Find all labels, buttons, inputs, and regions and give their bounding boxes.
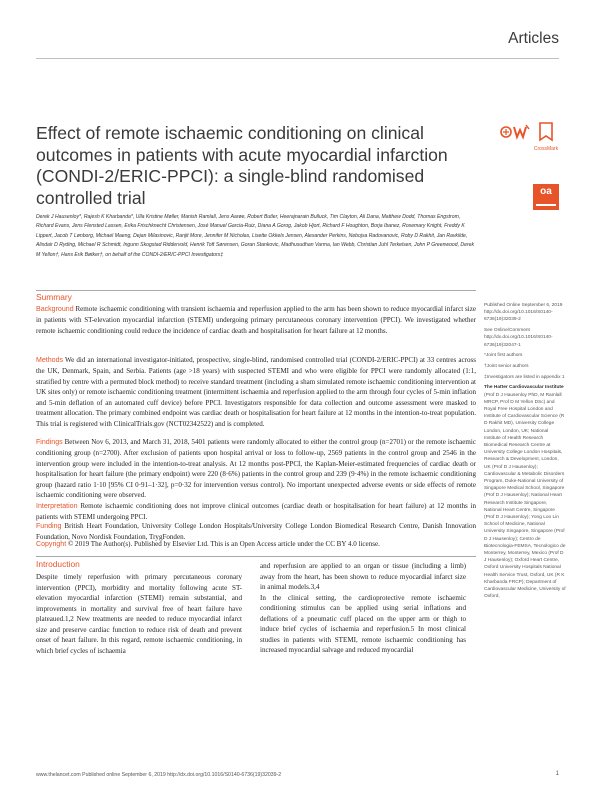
methods-label: Methods: [36, 357, 64, 364]
oa-label: oa: [540, 186, 552, 197]
joint-first-note: *Joint first authors: [484, 353, 523, 359]
page-number: 1: [555, 771, 559, 777]
tools-icons: [500, 120, 560, 160]
introduction-right-column: and reperfusion are applied to an organ or tissue (including a limb) away from the heart, has been shown to reduce myocardial infarct size in animal models.3,4 In the clinical setting, the cardioprotective remote ischaemic conditioning stimulus can be applied using serial inflations and deflations of a pneumatic cuff placed on the upper arm or thigh to induce brief cycles of ischaemia and reperfusion.5 In most clinical studies in patients with STEMI, remote ischaemic conditioning has increased myocardial salvage and reduced myocardial: [260, 562, 466, 654]
crossmark-label: CrossMark: [533, 146, 559, 152]
article-tools: [500, 120, 560, 160]
share-icon[interactable]: [501, 127, 511, 137]
section-title: Articles: [508, 30, 559, 47]
summary-heading: Summary: [36, 292, 72, 302]
affiliation-institute: The Hatter Cardiovascular Institute: [484, 385, 564, 391]
intro-rule: [36, 556, 476, 557]
affiliation-text: (Prof D J Hausenloy PhD, M Ramlall MRCP, Prof D M Yellon DSc) and Royal Free Hospital London and Institute of Cardiovascular Science (R D Rakhit MD), University College London, London, UK; National Institute of Health Research Biomedical Research Centre at University College London Hospitals, Research & Development, London, UK (Prof D J Hausenloy); Cardiovascular & Metabolic Disorders Program, Duke-National University of Singapore Medical School, Singapore (Prof D J Hausenloy); National Heart Research Institute Singapore, National Heart Centre, Singapore (Prof D J Hausenloy); Yong Loo Lin School of Medicine, National University Singapore, Singapore (Prof D J Hausenloy); Centro de Biotecnologia-FEMSA, Tecnologico de Monterrey, Monterrey, Mexico (Prof D J Hausenloy); Oxford Heart Centre, Oxford University Hospitals National Health Service Trust, Oxford, UK (R K Kharbanda FRCP); Department of Cardiovascular Medicine, University of Oxford,: [484, 392, 566, 600]
findings-text: Between Nov 6, 2013, and March 31, 2018, 5401 patients were randomly allocated to either the control group (n=2701) or the remote ischaemic conditioning group (n=2700). After exclusion of patients upon hospital arrival or loss to follow-up, 2569 patients in the control group and 2546 in the intervention group were included in the intention-to-treat analysis. At 12 months post-PPCI, the Kaplan-Meier-estimated frequencies of cardiac death or hospitalisation for heart failure (the primary endpoint) were 220 (8·6%) patients in the control group and 239 (9·4%) in the remote ischaemic conditioning group (hazard ratio 1·10 [95% CI 0·91–1·32], p=0·32 for intervention versus control). No important unexpected adverse events or side effects of remote ischaemic conditioning were observed.: [36, 438, 476, 500]
summary-rule: [36, 290, 476, 291]
article-title: Effect of remote ischaemic conditioning on clinical outcomes in patients with acute myocardial infarction (CONDI-2/ERIC-PPCI): a single-blind randomised controlled trial: [36, 123, 448, 208]
background-text: Remote ischaemic conditioning with transient ischaemia and reperfusion applied to the arm has been shown to reduce myocardial infarct size in patients with ST-elevation myocardial infarction (STEMI) undergoing primary percutaneous coronary intervention (PPCI). We investigated whether remote ischaemic conditioning could reduce the incidence of cardiac death and hospitalisation for heart failure at 12 months.: [36, 305, 477, 335]
investigators-note: ‡Investigators are listed in appendix 1: [484, 374, 565, 380]
header-rule: [36, 58, 559, 59]
introduction-heading: Introduction: [36, 559, 80, 569]
published-online-note: Published Online September 6, 2019 http://dx.doi.org/10.1016/S0140-6736(19)32039-2: [484, 303, 563, 323]
web-extra-icon[interactable]: [514, 125, 529, 137]
introduction-left-column: Despite timely reperfusion with primary percutaneous coronary intervention (PPCI), morbidity and mortality following acute ST-elevation myocardial infarction (STEMI) remain substantial, and improvements in mortality and survival free of heart failure have plateaued.1,2 New treatments are needed to reduce myocardial infarct size and preserve cardiac function to reduce risk of death and prevent onset of heart failure. In this regard, remote ischaemic conditioning, in which brief cycles of ischaemia: [36, 573, 242, 655]
sidebar-notes: [484, 302, 566, 604]
findings-label: Findings: [36, 439, 63, 446]
summary-background: [36, 304, 476, 336]
page-footer: www.thelancet.com Published online September 6, 2019 http://dx.doi.org/10.1016/S0140-6736(19)32039-2: [36, 772, 282, 778]
summary-interpretation: [36, 501, 476, 523]
copyright-label: Copyright: [36, 541, 67, 548]
oa-bar: [536, 204, 556, 206]
summary-methods: [36, 355, 476, 429]
open-access-badge: [533, 184, 559, 210]
funding-label: Funding: [36, 523, 62, 530]
joint-senior-note: †Joint senior authors: [484, 363, 529, 369]
interpretation-text: Remote ischaemic conditioning does not improve clinical outcomes (cardiac death or hospitalisation for heart failure) at 12 months in patients with STEMI undergoing PPCI.: [36, 502, 476, 522]
interpretation-label: Interpretation: [36, 503, 78, 510]
summary-findings: [36, 437, 476, 501]
methods-text: We did an international investigator-initiated, prospective, single-blind, randomised controlled trial (CONDI-2/ERIC-PPCI) at 33 centres across the UK, Denmark, Spain, and Serbia. Patients (age >18 years) with suspected STEMI and who were eligible for PPCI were randomly allocated (1:1, stratified by centre with a permuted block method) to receive standard treatment (including a sham simulated remote ischaemic conditioning intervention at UK sites only) or remote ischaemic conditioning treatment (intermittent ischaemia and reperfusion applied to the arm through four cycles of 5-min inflation and 5-min deflation of an automated cuff device) before PPCI. Investigators responsible for data collection and outcome assessment were masked to treatment allocation. The primary combined endpoint was cardiac death or hospitalisation for heart failure at 12 months in the intention-to-treat population. This trial is registered with ClinicalTrials.gov (NCT02342522) and is completed.: [36, 356, 476, 428]
copyright-line: [36, 540, 476, 548]
funding-text: British Heart Foundation, University College London Hospitals/University College London Biomedical Research Centre, Danish Innovation Foundation, Novo Nordisk Foundation, TrygFonden.: [36, 522, 477, 542]
background-label: Background: [36, 306, 74, 313]
copyright-text: © 2019 The Author(s). Published by Elsevier Ltd. This is an Open Access article under the CC BY 4.0 license.: [67, 540, 380, 548]
crossmark-icon[interactable]: [534, 123, 559, 152]
affiliations: [484, 384, 566, 600]
author-list: Derek J Hausenloy*, Rajesh K Kharbanda*, Ulla Kristine Møller, Manish Ramlall, Jens Aarøe, Robert Butler, Heerajnarain Bulluck, Tim Clayton, Ali Dana, Matthew Dodd, Thomas Engstrom, Richard Evans, Jens Flensted Lassen, Erika Frischknecht Christensen, José Manuel Garcia-Ruiz, Diana A Gorog, Jakob Hjort, Richard F Houghton, Borja Ibanez, Rosemary Knight, Freddy K Lippert, Jacob T Lønborg, Michael Maeng, Dejan Milasinovic, Ranjit More, Jennifer M Nicholas, Lisette Okkels Jensen, Alexander Perkins, Nebojsa Radovanovic, Roby D Rakhit, Jan Ravkilde, Alisdair D Ryding, Michael R Schmidt, Ingunn Skogstad Riddervold, Henrik Toft Sørensen, Goran Stankovic, Madhusudhan Varma, Ian Webb, Christian Juhl Terkelsen, John P Greenwood, Derek M Yellon†, Hans Erik Bøtker†, on behalf of the CONDI-2/ERIC-PPCI Investigators‡: [36, 214, 474, 258]
see-online-note: See Online/Comment http://dx.doi.org/10.1016/S0140-6736(19)32047-1: [484, 328, 553, 348]
